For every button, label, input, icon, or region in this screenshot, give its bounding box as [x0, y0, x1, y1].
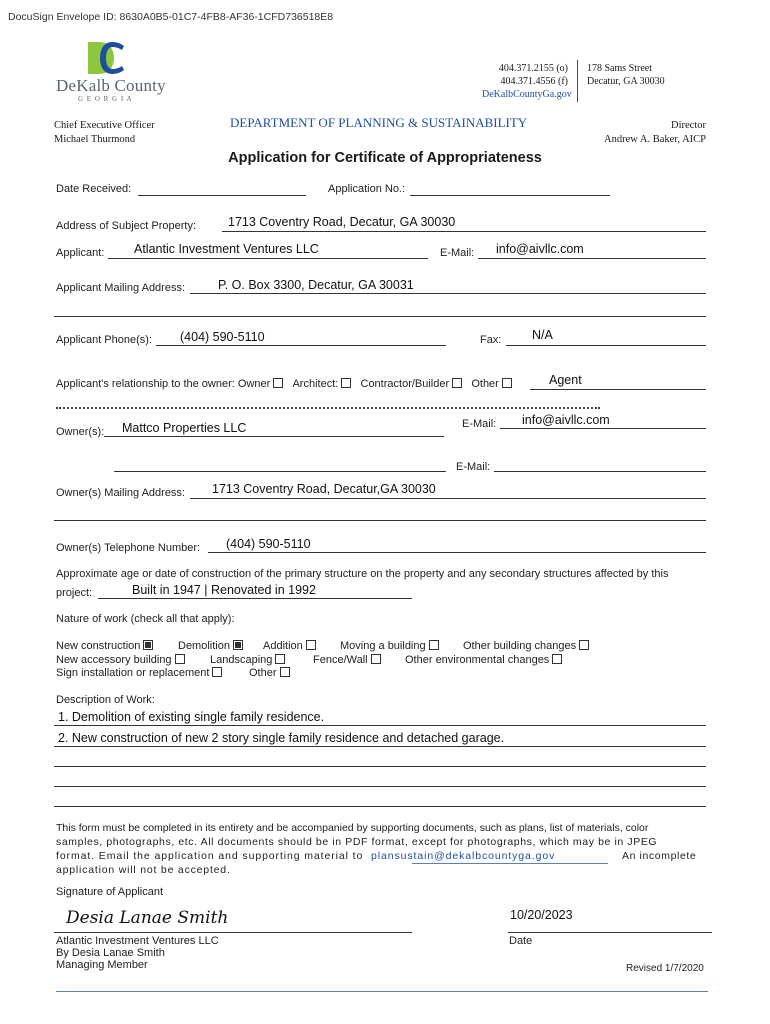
- subject-property-line: [222, 231, 706, 232]
- applicant-phone-label: Applicant Phone(s):: [56, 334, 152, 346]
- applicant-mailing-line-2[interactable]: [54, 316, 706, 317]
- county-address: [587, 62, 665, 88]
- applicant-phone-line: [156, 345, 446, 346]
- owner-value[interactable]: Mattco Properties LLC: [122, 421, 247, 435]
- applicant-label: Applicant:: [56, 247, 105, 259]
- footer-rule: [56, 991, 708, 992]
- work-new-accessory[interactable]: [56, 654, 185, 666]
- signer-line-1: Atlantic Investment Ventures LLC: [56, 935, 219, 947]
- applicant-mailing-value[interactable]: P. O. Box 3300, Decatur, GA 30031: [218, 278, 414, 292]
- notice-line-3a: format. Email the application and supporting material to: [56, 850, 364, 862]
- work-new-construction-label: New construction: [56, 640, 141, 652]
- work-other-label: Other: [249, 667, 277, 679]
- relationship-label: [56, 378, 512, 390]
- work-new-accessory-checkbox[interactable]: [175, 654, 185, 664]
- notice-line-3b: An incomplete: [622, 850, 697, 862]
- work-other-building-changes-label: Other building changes: [463, 640, 577, 652]
- work-landscaping[interactable]: [210, 654, 285, 666]
- email-link-underline: [412, 863, 608, 864]
- department-title: DEPARTMENT OF PLANNING & SUSTAINABILITY: [230, 115, 528, 130]
- work-sign-installation-label: Sign installation or replacement: [56, 667, 210, 679]
- work-other-environmental[interactable]: [405, 654, 562, 666]
- owner-email2-label: E-Mail:: [456, 461, 491, 473]
- description-rule-3[interactable]: [54, 766, 706, 767]
- rel-owner-checkbox[interactable]: [273, 378, 283, 388]
- logo-wordmark: DeKalb County: [56, 76, 166, 95]
- approx-age-label: Approximate age or date of construction of the primary structure on the property and any secondary structures affected by this: [56, 568, 669, 580]
- work-fence-wall-label: Fence/Wall: [313, 654, 368, 666]
- county-website-link[interactable]: DeKalbCountyGa.gov: [482, 89, 572, 100]
- work-demolition-checkbox[interactable]: [233, 640, 243, 650]
- signer-line-2: By Desia Lanae Smith: [56, 947, 165, 959]
- work-new-construction[interactable]: [56, 640, 153, 652]
- description-label: Description of Work:: [56, 694, 155, 706]
- address-line-2: Decatur, GA 30030: [587, 76, 665, 87]
- owner-email2-line[interactable]: [494, 471, 706, 472]
- phone-office: 404.371.2155 (o): [498, 63, 568, 74]
- ceo-name: Michael Thurmond: [54, 134, 136, 145]
- rel-architect-checkbox[interactable]: [341, 378, 351, 388]
- applicant-value[interactable]: Atlantic Investment Ventures LLC: [134, 242, 319, 256]
- rel-owner-label: Owner: [237, 378, 271, 390]
- applicant-mailing-line: [190, 293, 706, 294]
- work-other-environmental-label: Other environmental changes: [405, 654, 550, 666]
- notice-line-2: samples, photographs, etc. All documents should be in PDF format, except for photographs, which may be in JPEG: [56, 836, 658, 848]
- rel-other-line: [530, 389, 706, 390]
- fax-label: Fax:: [480, 334, 502, 346]
- signer-line-3: Managing Member: [56, 959, 148, 971]
- work-sign-installation[interactable]: [56, 667, 222, 679]
- owner-mailing-label: Owner(s) Mailing Address:: [56, 487, 185, 499]
- address-line-1: 178 Sams Street: [587, 63, 652, 74]
- owner-phone-label: Owner(s) Telephone Number:: [56, 542, 201, 554]
- work-addition[interactable]: [263, 640, 316, 652]
- subject-property-label: Address of Subject Property:: [56, 220, 197, 232]
- owner-mailing-value[interactable]: 1713 Coventry Road, Decatur,GA 30030: [212, 482, 436, 496]
- description-line-1[interactable]: 1. Demolition of existing single family residence.: [58, 710, 325, 724]
- application-no-label: Application No.:: [328, 183, 406, 195]
- fax-value[interactable]: N/A: [532, 328, 553, 342]
- rel-other-value[interactable]: Agent: [549, 373, 582, 387]
- work-sign-installation-checkbox[interactable]: [212, 667, 222, 677]
- date-line: [508, 932, 712, 933]
- description-rule-4[interactable]: [54, 786, 706, 787]
- signature-label: Signature of Applicant: [56, 886, 164, 898]
- relationship-text: Applicant's relationship to the owner:: [56, 378, 235, 390]
- work-addition-checkbox[interactable]: [306, 640, 316, 650]
- work-landscaping-checkbox[interactable]: [275, 654, 285, 664]
- signature-line: [54, 932, 412, 933]
- form-title: Application for Certificate of Appropriateness: [228, 150, 542, 166]
- date-received-field[interactable]: [138, 195, 306, 196]
- docusign-envelope-id: DocuSign Envelope ID: 8630A0B5-01C7-4FB8-AF36-1CFD736518E8: [8, 11, 334, 23]
- logo-state: G E O R G I A: [78, 95, 133, 103]
- work-demolition-label: Demolition: [178, 640, 230, 652]
- work-addition-label: Addition: [263, 640, 303, 652]
- owner-email-value[interactable]: info@aivllc.com: [522, 413, 610, 427]
- applicant-line: [108, 258, 428, 259]
- owner-phone-value[interactable]: (404) 590-5110: [226, 537, 311, 551]
- director-title: Director: [671, 120, 706, 131]
- phone-fax: 404.371.4556 (f): [500, 76, 568, 87]
- plansustain-email-link[interactable]: plansustain@dekalbcountyga.gov: [371, 850, 556, 862]
- approx-age-label-2: project:: [56, 587, 93, 599]
- work-fence-wall-checkbox[interactable]: [371, 654, 381, 664]
- dekalb-logo-icon: [86, 40, 126, 76]
- work-new-accessory-label: New accessory building: [56, 654, 172, 666]
- fax-line: [506, 345, 706, 346]
- rel-architect-label: Architect:: [292, 378, 339, 390]
- owner-2-line[interactable]: [114, 471, 446, 472]
- revised-note: Revised 1/7/2020: [626, 963, 704, 974]
- work-other-checkbox[interactable]: [280, 667, 290, 677]
- notice-line-1: This form must be completed in its entirety and be accompanied by supporting documents, such as plans, list of materials, color: [56, 822, 649, 834]
- ceo-title: Chief Executive Officer: [54, 120, 155, 131]
- signature-date-value[interactable]: 10/20/2023: [510, 908, 573, 922]
- owner-email-label: E-Mail:: [462, 418, 497, 430]
- work-moving-building[interactable]: [340, 640, 439, 652]
- applicant-email-label: E-Mail:: [440, 247, 475, 259]
- rel-other-label: Other: [471, 378, 499, 390]
- owner-line: [104, 436, 444, 437]
- subject-property-value[interactable]: 1713 Coventry Road, Decatur, GA 30030: [228, 215, 456, 229]
- work-other-building-changes-checkbox[interactable]: [579, 640, 589, 650]
- description-rule-2: [54, 746, 706, 747]
- notice-line-3: [56, 850, 555, 862]
- rel-other-checkbox[interactable]: [502, 378, 512, 388]
- director-name: Andrew A. Baker, AICP: [604, 134, 706, 145]
- owner-email-line: [500, 428, 706, 429]
- approx-age-value[interactable]: Built in 1947 | Renovated in 1992: [132, 583, 316, 597]
- section-separator: [56, 407, 600, 409]
- work-moving-building-checkbox[interactable]: [429, 640, 439, 650]
- owner-mailing-line-2[interactable]: [54, 520, 706, 521]
- applicant-phone-value[interactable]: (404) 590-5110: [180, 330, 265, 344]
- owner-label: Owner(s):: [56, 426, 105, 438]
- owner-mailing-line: [190, 498, 706, 499]
- applicant-signature[interactable]: Desia Lanae Smith: [66, 908, 229, 928]
- application-no-field[interactable]: [410, 195, 610, 196]
- approx-age-line: [98, 598, 412, 599]
- work-other-building-changes[interactable]: [463, 640, 589, 652]
- work-fence-wall[interactable]: [313, 654, 381, 666]
- work-new-construction-checkbox[interactable]: [143, 640, 153, 650]
- date-label: Date: [509, 935, 533, 947]
- description-rule-1: [54, 725, 706, 726]
- description-line-2[interactable]: 2. New construction of new 2 story single family residence and detached garage.: [58, 731, 505, 745]
- contact-divider: [577, 60, 578, 102]
- contact-phones: [482, 62, 572, 101]
- applicant-email-line: [478, 258, 706, 259]
- work-moving-building-label: Moving a building: [340, 640, 426, 652]
- nature-of-work-label: Nature of work (check all that apply):: [56, 613, 235, 625]
- work-landscaping-label: Landscaping: [210, 654, 273, 666]
- work-other[interactable]: [249, 667, 290, 679]
- notice-line-4: application will not be accepted.: [56, 864, 231, 876]
- date-received-label: Date Received:: [56, 183, 132, 195]
- owner-phone-line: [208, 552, 706, 553]
- rel-contractor-label: Contractor/Builder: [360, 378, 450, 390]
- work-other-environmental-checkbox[interactable]: [552, 654, 562, 664]
- description-rule-5[interactable]: [54, 806, 706, 807]
- work-demolition[interactable]: [178, 640, 243, 652]
- rel-contractor-checkbox[interactable]: [452, 378, 462, 388]
- applicant-email-value[interactable]: info@aivllc.com: [496, 242, 584, 256]
- applicant-mailing-label: Applicant Mailing Address:: [56, 282, 186, 294]
